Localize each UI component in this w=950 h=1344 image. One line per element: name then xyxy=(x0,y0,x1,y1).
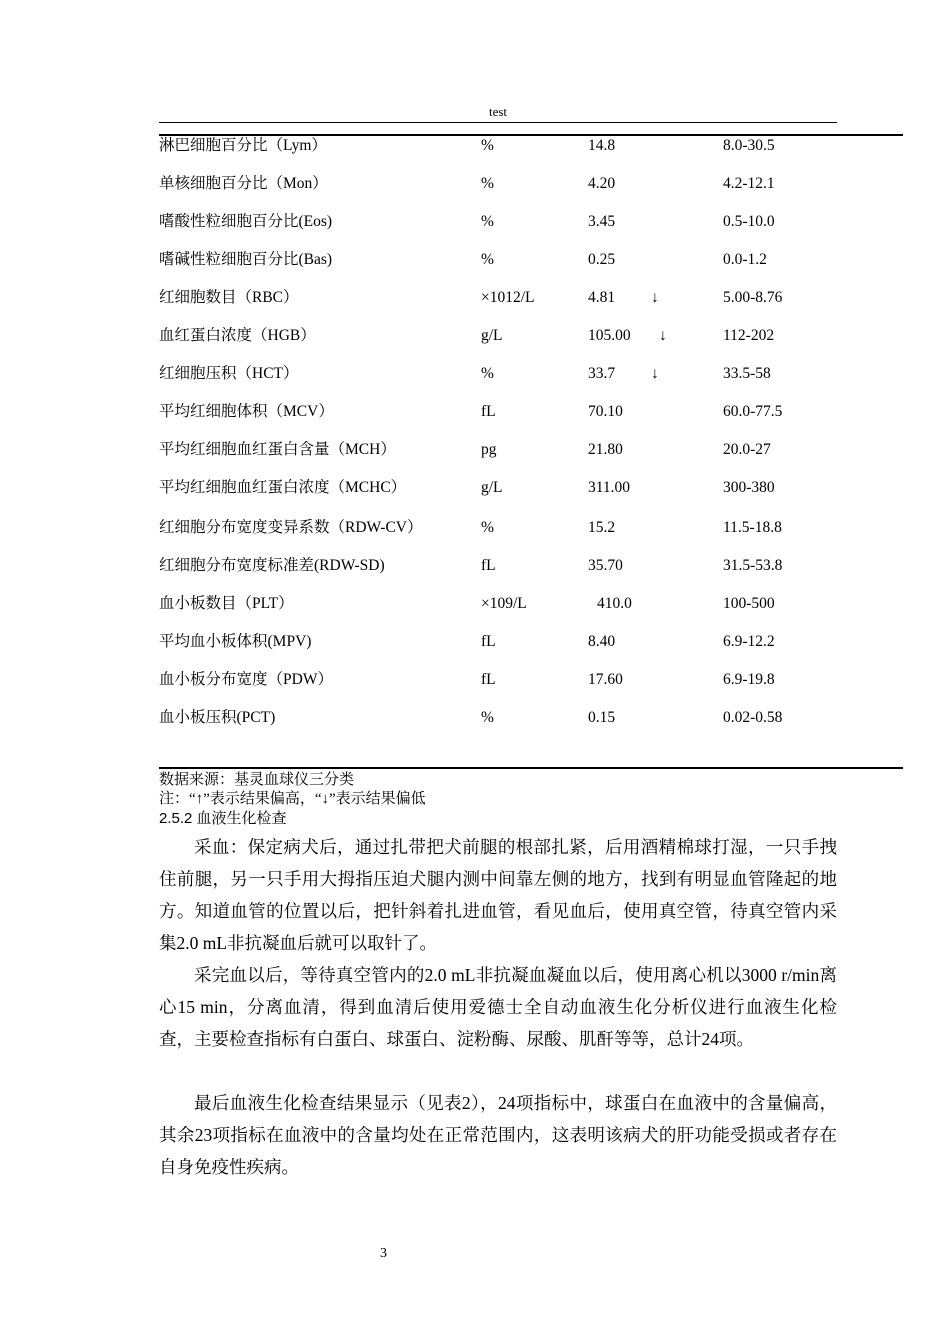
table-row xyxy=(0,172,950,196)
item-flag: ↓ xyxy=(651,365,659,382)
item-value: 311.00 xyxy=(588,479,631,496)
item-value: 14.8 xyxy=(588,137,616,154)
table-row xyxy=(0,476,950,500)
table-row xyxy=(0,248,950,272)
item-reference-range: 60.0-77.5 xyxy=(723,403,783,420)
item-value: 21.80 xyxy=(588,441,623,458)
data-source-note: 数据来源：基灵血球仪三分类 xyxy=(159,772,355,788)
item-reference-range: 6.9-12.2 xyxy=(723,633,775,650)
item-name: 淋巴细胞百分比（Lym） xyxy=(159,137,327,154)
item-name: 红细胞分布宽度变异系数（RDW-CV） xyxy=(159,519,423,536)
header-rule xyxy=(159,122,837,123)
table-row xyxy=(0,286,950,310)
item-value: 0.25 xyxy=(588,251,616,268)
item-unit: % xyxy=(481,213,494,230)
item-unit: fL xyxy=(481,671,496,688)
item-unit: fL xyxy=(481,403,496,420)
item-unit: fL xyxy=(481,557,496,574)
paragraph-processing: 采完血以后，等待真空管内的2.0 mL非抗凝血凝血以后，使用离心机以3000 r/min离心15 min，分离血清，得到血清后使用爱德士全自动血液生化分析仪进行血液生化检查，主要检查指标有白蛋白、球蛋白、淀粉酶、尿酸、肌酐等等，总计24项。 xyxy=(159,965,837,1049)
item-unit: % xyxy=(481,175,494,192)
item-reference-range: 0.5-10.0 xyxy=(723,213,775,230)
item-value: 0.15 xyxy=(588,709,616,726)
item-reference-range: 6.9-19.8 xyxy=(723,671,775,688)
item-name: 平均红细胞血红蛋白含量（MCH） xyxy=(159,441,396,458)
item-flag: ↓ xyxy=(659,327,667,344)
item-unit: % xyxy=(481,137,494,154)
item-name: 血小板压积(PCT) xyxy=(159,709,276,726)
item-reference-range: 8.0-30.5 xyxy=(723,137,775,154)
table-row xyxy=(0,592,950,616)
item-reference-range: 11.5-18.8 xyxy=(723,519,782,536)
paragraph-sampling: 采血：保定病犬后，通过扎带把犬前腿的根部扎紧，后用酒精棉球打湿，一只手拽住前腿，另一只手用大拇指压迫犬腿内测中间靠左侧的地方，找到有明显血管隆起的地方。知道血管的位置以后，把针斜着扎进血管，看见血后，使用真空管，待真空管内采集2.0 mL非抗凝血后就可以取针了。 xyxy=(159,837,837,953)
item-value: 4.20 xyxy=(588,175,616,192)
table-row xyxy=(0,630,950,654)
item-reference-range: 20.0-27 xyxy=(723,441,771,458)
paragraph-results: 最后血液生化检查结果显示（见表2），24项指标中，球蛋白在血液中的含量偏高，其余23项指标在血液中的含量均处在正常范围内，这表明该病犬的肝功能受损或者存在自身免疫性疾病。 xyxy=(159,1093,837,1177)
item-reference-range: 0.02-0.58 xyxy=(723,709,783,726)
item-name: 血小板分布宽度（PDW） xyxy=(159,671,333,688)
item-value: 35.70 xyxy=(588,557,623,574)
table-row xyxy=(0,400,950,424)
item-unit: g/L xyxy=(481,479,503,496)
item-name: 血小板数目（PLT） xyxy=(159,595,294,612)
item-name: 平均红细胞血红蛋白浓度（MCHC） xyxy=(159,479,407,496)
item-reference-range: 4.2-12.1 xyxy=(723,175,775,192)
item-reference-range: 31.5-53.8 xyxy=(723,557,783,574)
table-row xyxy=(0,134,950,158)
table-row xyxy=(0,210,950,234)
item-reference-range: 300-380 xyxy=(723,479,775,496)
item-value: 4.81 xyxy=(588,289,616,306)
item-reference-range: 112-202 xyxy=(723,327,775,344)
table-row xyxy=(0,438,950,462)
table-row xyxy=(0,554,950,578)
page-header: test xyxy=(488,104,508,119)
table-row xyxy=(0,668,950,692)
table-row xyxy=(0,706,950,730)
item-name: 嗜酸性粒细胞百分比(Eos) xyxy=(159,213,333,230)
item-unit: % xyxy=(481,251,494,268)
item-unit: % xyxy=(481,365,494,382)
table-row xyxy=(0,516,950,540)
item-reference-range: 100-500 xyxy=(723,595,775,612)
item-name: 平均红细胞体积（MCV） xyxy=(159,403,334,420)
item-reference-range: 0.0-1.2 xyxy=(723,251,767,268)
table-bottom-rule xyxy=(159,767,903,769)
page-number: 3 xyxy=(380,1246,387,1261)
item-value: 8.40 xyxy=(588,633,616,650)
item-reference-range: 5.00-8.76 xyxy=(723,289,783,306)
item-unit: ×109/L xyxy=(481,595,527,612)
item-value: 3.45 xyxy=(588,213,616,230)
item-unit: % xyxy=(481,519,494,536)
item-unit: % xyxy=(481,709,494,726)
item-unit: fL xyxy=(481,633,496,650)
item-value: 15.2 xyxy=(588,519,616,536)
item-value: 105.00 xyxy=(588,327,631,344)
item-reference-range: 33.5-58 xyxy=(723,365,771,382)
item-value: 33.7 xyxy=(588,365,616,382)
item-name: 血红蛋白浓度（HGB） xyxy=(159,327,316,344)
item-name: 平均血小板体积(MPV) xyxy=(159,633,312,650)
table-row xyxy=(0,362,950,386)
item-unit: g/L xyxy=(481,327,503,344)
item-name: 单核细胞百分比（Mon） xyxy=(159,175,328,192)
item-flag: ↓ xyxy=(651,289,659,306)
item-value: 410.0 xyxy=(597,595,632,612)
item-name: 嗜碱性粒细胞百分比(Bas) xyxy=(159,251,333,268)
item-name: 红细胞分布宽度标准差(RDW-SD) xyxy=(159,557,385,574)
item-name: 红细胞压积（HCT） xyxy=(159,365,299,382)
item-unit: ×1012/L xyxy=(481,289,535,306)
table-row xyxy=(0,324,950,348)
item-unit: pg xyxy=(481,441,497,458)
section-title: 2.5.2 血液生化检查 xyxy=(159,810,287,827)
item-value: 17.60 xyxy=(588,671,623,688)
legend-note: 注：“↑”表示结果偏高，“↓”表示结果偏低 xyxy=(159,791,426,807)
item-name: 红细胞数目（RBC） xyxy=(159,289,299,306)
item-value: 70.10 xyxy=(588,403,623,420)
